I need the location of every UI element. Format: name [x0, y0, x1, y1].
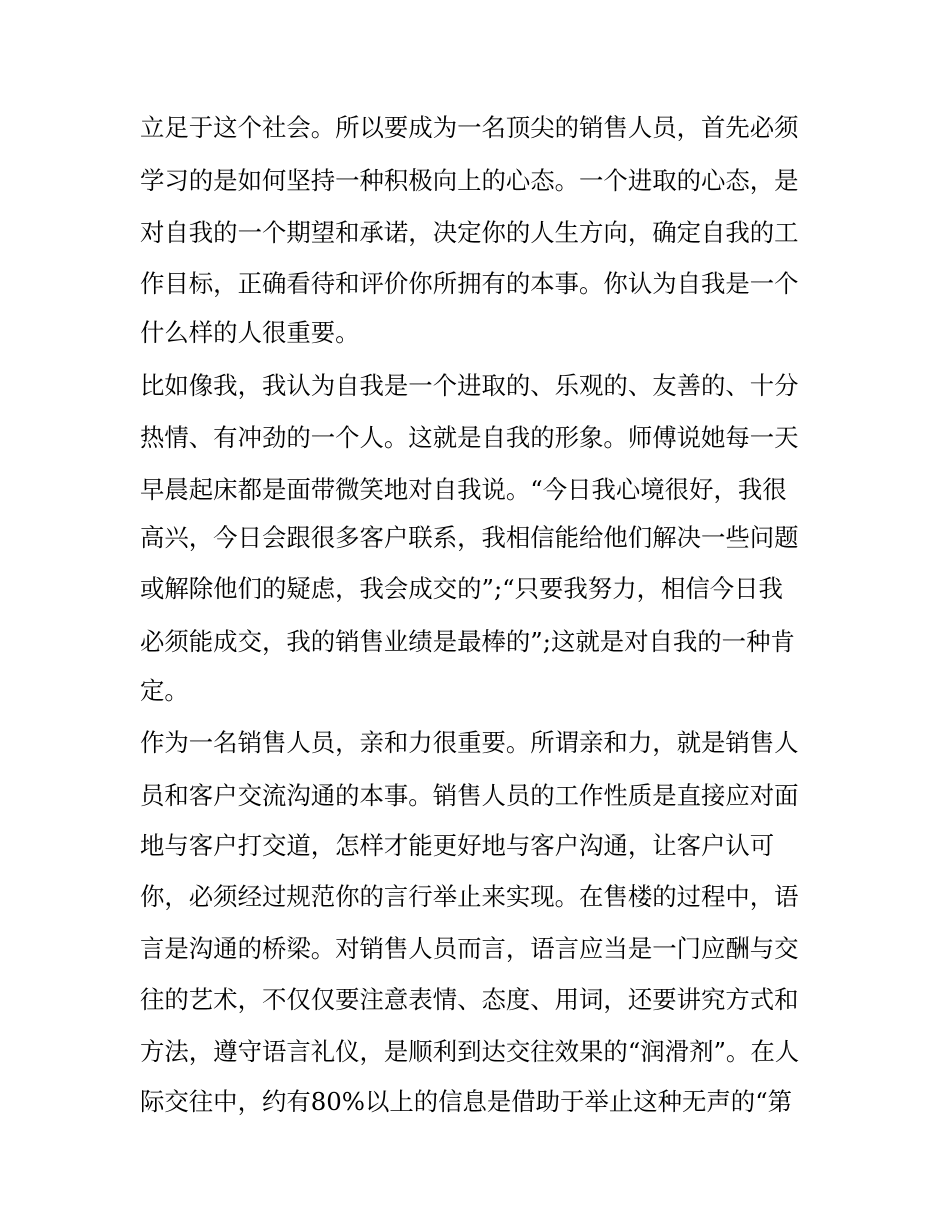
text-line: 高兴，今日会跟很多客户联系，我相信能给他们解决一些问题 [140, 523, 799, 552]
text-line: 地与客户打交道，怎样才能更好地与客户沟通，让客户认可 [140, 831, 775, 860]
text-line: 往的艺术，不仅仅要注意表情、态度、用词，还要讲究方式和 [140, 985, 799, 1014]
text-line: 员和客户交流沟通的本事。销售人员的工作性质是直接应对面 [140, 781, 799, 810]
text-line: 热情、有冲劲的一个人。这就是自我的形象。师傅说她每一天 [140, 423, 799, 452]
text-line: 什么样的人很重要。 [140, 318, 360, 347]
text-line: 必须能成交，我的销售业绩是最棒的”;这就是对自我的一种肯 [140, 627, 795, 656]
text-line: 定。 [140, 676, 189, 705]
text-line: 比如像我，我认为自我是一个进取的、乐观的、友善的、十分 [140, 371, 799, 400]
text-line: 际交往中，约有80%以上的信息是借助于举止这种无声的“第 [140, 1087, 793, 1116]
text-line: 早晨起床都是面带微笑地对自我说。“今日我心境很好，我很 [140, 475, 787, 504]
text-line: 学习的是如何坚持一种积极向上的心态。一个进取的心态，是 [140, 166, 799, 195]
text-line: 作目标，正确看待和评价你所拥有的本事。你认为自我是一个 [140, 269, 799, 298]
text-line: 或解除他们的疑虑，我会成交的”;“只要我努力，相信今日我 [140, 574, 783, 603]
text-line: 言是沟通的桥梁。对销售人员而言，语言应当是一门应酬与交 [140, 934, 799, 963]
text-line: 对自我的一个期望和承诺，决定你的人生方向，确定自我的工 [140, 218, 799, 247]
text-line: 作为一名销售人员，亲和力很重要。所谓亲和力，就是销售人 [140, 728, 799, 757]
text-line: 立足于这个社会。所以要成为一名顶尖的销售人员，首先必须 [140, 113, 799, 142]
text-line: 方法，遵守语言礼仪，是顺利到达交往效果的“润滑剂”。在人 [140, 1037, 800, 1066]
text-line: 你，必须经过规范你的言行举止来实现。在售楼的过程中，语 [140, 882, 799, 911]
